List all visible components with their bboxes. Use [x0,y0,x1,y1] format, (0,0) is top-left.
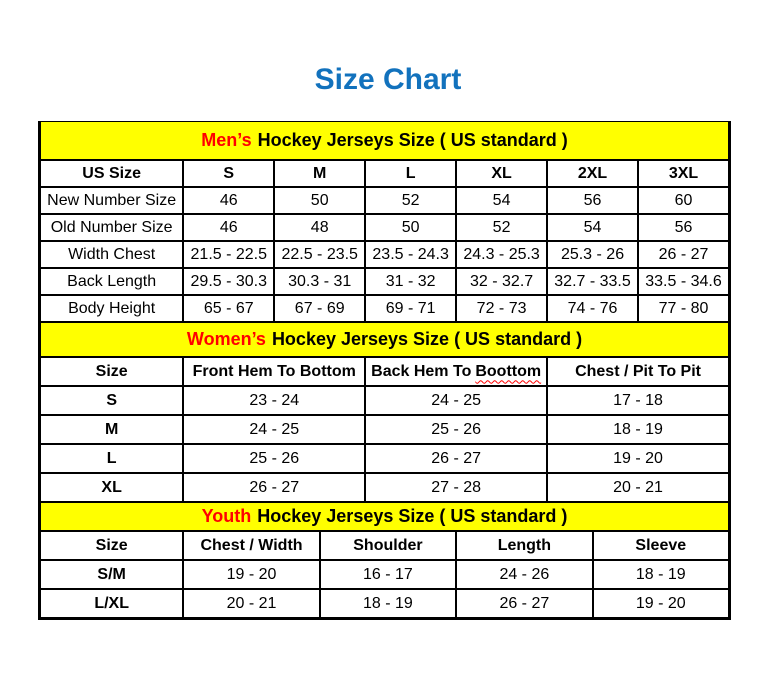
column-header-label: US Size [82,164,141,182]
table-row [40,589,729,618]
size-cell: 26 - 27 [183,473,365,502]
size-cell: 54 [547,214,638,241]
table-row [40,473,729,502]
size-cell: 50 [365,214,456,241]
row-label: Old Number Size [40,214,183,241]
column-header [593,531,729,560]
column-header-label: L [405,164,416,182]
band-accent: Youth [201,506,252,526]
size-cell: 19 - 20 [183,560,319,589]
womens-size-table [39,356,730,503]
header-row [40,357,729,386]
size-cell: 29.5 - 30.3 [183,268,274,295]
column-header [183,357,365,386]
table-row [40,214,729,241]
size-cell: 26 - 27 [456,589,592,618]
size-cell: 18 - 19 [547,415,729,444]
column-header [365,357,547,386]
column-header [638,160,729,187]
size-cell: 31 - 32 [365,268,456,295]
column-header-label: Back Hem To [371,362,472,380]
size-cell: 19 - 20 [547,444,729,473]
size-cell: 20 - 21 [547,473,729,502]
size-cell: 56 [547,187,638,214]
size-cell: 22.5 - 23.5 [274,241,365,268]
column-header [40,160,183,187]
header-row [40,160,729,187]
size-cell: 19 - 20 [593,589,729,618]
size-cell: 72 - 73 [456,295,547,322]
column-header [320,531,456,560]
column-header-label: S [223,164,235,182]
size-cell: 74 - 76 [547,295,638,322]
column-header [40,531,183,560]
youth-band [39,503,730,530]
size-cell: 32.7 - 33.5 [547,268,638,295]
size-cell: 77 - 80 [638,295,729,322]
table-row [40,415,729,444]
column-header-label: Size [95,536,128,554]
band-title: Hockey Jerseys Size ( US standard ) [257,130,568,150]
page-header [38,0,738,98]
size-cell: 26 - 27 [638,241,729,268]
mens-band [39,122,730,159]
size-cell: 18 - 19 [593,560,729,589]
size-cell: 26 - 27 [365,444,547,473]
size-cell: 20 - 21 [183,589,319,618]
size-cell: 24.3 - 25.3 [456,241,547,268]
size-cell: 27 - 28 [365,473,547,502]
column-header [456,160,547,187]
column-header-label: Sleeve [635,536,687,554]
table-row [40,386,729,415]
size-cell: 17 - 18 [547,386,729,415]
size-cell: 50 [274,187,365,214]
column-header [547,357,729,386]
band-title: Hockey Jerseys Size ( US standard ) [257,506,568,526]
size-cell: 25 - 26 [183,444,365,473]
size-cell: 24 - 26 [456,560,592,589]
mens-size-table [39,159,730,323]
column-header [274,160,365,187]
youth-size-table [39,530,730,619]
size-cell: 48 [274,214,365,241]
row-label: S [40,386,183,415]
size-cell: 30.3 - 31 [274,268,365,295]
table-row [40,187,729,214]
row-label: L [40,444,183,473]
size-cell: 25.3 - 26 [547,241,638,268]
row-label: M [40,415,183,444]
size-cell: 21.5 - 22.5 [183,241,274,268]
table-row [40,295,729,322]
size-cell: 54 [456,187,547,214]
column-header-label: 2XL [577,164,608,182]
column-header-label: Chest / Width [200,536,303,554]
column-header [183,160,274,187]
size-tables [38,121,731,620]
column-header [40,357,183,386]
table-row [40,560,729,589]
row-label: New Number Size [40,187,183,214]
size-cell: 23 - 24 [183,386,365,415]
row-label: XL [40,473,183,502]
band-accent: Women’s [186,329,266,349]
column-header-label: M [313,164,327,182]
size-cell: 67 - 69 [274,295,365,322]
womens-band [39,323,730,356]
column-header-label: Front Hem To Bottom [192,362,356,380]
size-cell: 56 [638,214,729,241]
size-cell: 65 - 67 [183,295,274,322]
band-title: Hockey Jerseys Size ( US standard ) [271,329,583,349]
size-cell: 52 [456,214,547,241]
size-cell: 60 [638,187,729,214]
misspelled-word: Boottom [475,362,542,380]
header-row [40,531,729,560]
column-header [456,531,592,560]
size-cell: 33.5 - 34.6 [638,268,729,295]
column-header-label: Chest / Pit To Pit [575,362,701,380]
column-header-label: Length [497,536,552,554]
size-cell: 32 - 32.7 [456,268,547,295]
size-cell: 23.5 - 24.3 [365,241,456,268]
size-cell: 16 - 17 [320,560,456,589]
table-row [40,268,729,295]
row-label: Body Height [40,295,183,322]
table-row [40,241,729,268]
size-cell: 46 [183,214,274,241]
band-accent: Men’s [201,130,252,150]
column-header-label: XL [491,164,512,182]
column-header [365,160,456,187]
column-header [183,531,319,560]
row-label: L/XL [40,589,183,618]
size-cell: 69 - 71 [365,295,456,322]
size-cell: 52 [365,187,456,214]
size-cell: 25 - 26 [365,415,547,444]
column-header-label: Size [95,362,128,380]
size-cell: 46 [183,187,274,214]
size-cell: 18 - 19 [320,589,456,618]
column-header-label: Shoulder [353,536,423,554]
size-cell: 24 - 25 [183,415,365,444]
row-label: Width Chest [40,241,183,268]
page-title: Size Chart [314,63,462,96]
column-header-label: 3XL [668,164,699,182]
row-label: Back Length [40,268,183,295]
column-header [547,160,638,187]
row-label: S/M [40,560,183,589]
table-row [40,444,729,473]
size-cell: 24 - 25 [365,386,547,415]
